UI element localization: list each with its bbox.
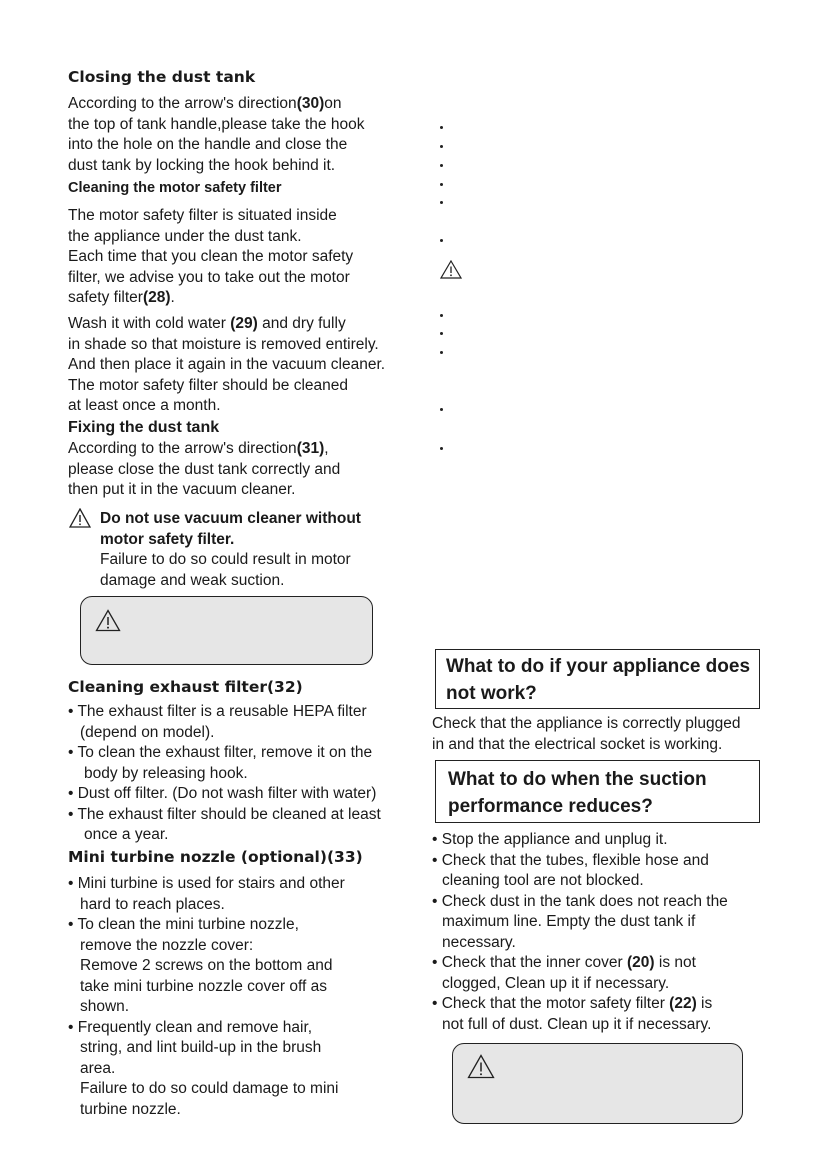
closing-heading: Closing the dust tank xyxy=(68,68,256,86)
warning-bold-line: Do not use vacuum cleaner without xyxy=(100,510,361,527)
list-item-cont: take mini turbine nozzle cover off as xyxy=(80,977,327,995)
exhaust-list xyxy=(68,702,381,846)
list-item: • Check that the tubes, flexible hose and xyxy=(432,851,709,869)
list-item-cont: remove the nozzle cover: xyxy=(80,936,254,954)
list-item: • Frequently clean and remove hair, xyxy=(68,1018,313,1036)
motor-filter-paragraph-2 xyxy=(68,314,385,417)
list-item-cont: maximum line. Empty the dust tank if xyxy=(442,913,696,930)
warning-line: Failure to do so could result in motor xyxy=(100,551,351,568)
list-item: • Check that the inner cover (20) is not xyxy=(432,954,696,971)
closing-line-3: into the hole on the handle and close the xyxy=(68,136,348,153)
bullet-dot xyxy=(440,201,443,204)
list-item-cont: string, and lint build-up in the brush xyxy=(80,1039,322,1056)
closing-line-2: the top of tank handle,please take the hook xyxy=(68,115,365,133)
question-title-line: not work? xyxy=(446,683,537,704)
answer-line: Check that the appliance is correctly plugged xyxy=(432,715,741,732)
question-title-line: What to do when the suction xyxy=(448,769,707,790)
warning-triangle-icon xyxy=(95,609,121,632)
list-item: • Mini turbine is used for stairs and other xyxy=(68,875,345,892)
caution-box xyxy=(80,596,373,665)
motor-filter-line: Wash it with cold water (29) and dry fully xyxy=(68,315,346,332)
caution-box xyxy=(452,1043,743,1124)
bullet-dot xyxy=(440,145,443,148)
list-item: • Check that the motor safety filter (22) is xyxy=(432,995,713,1012)
warning-line: damage and weak suction. xyxy=(100,571,285,589)
bullet-dot xyxy=(440,408,443,411)
warning-triangle-icon xyxy=(440,260,462,279)
list-item-cont: shown. xyxy=(80,998,130,1015)
question-title-line: What to do if your appliance does xyxy=(446,656,751,677)
list-item-cont: not full of dust. Clean up it if necessary. xyxy=(442,1015,712,1033)
question-title-line: performance reduces? xyxy=(448,796,653,817)
list-item-cont: cleaning tool are not blocked. xyxy=(442,872,644,889)
list-item-cont: hard to reach places. xyxy=(80,895,225,913)
bullet-dot xyxy=(440,239,443,242)
turbine-list xyxy=(68,874,345,1120)
warning-triangle-icon xyxy=(467,1054,495,1079)
answer-not-working xyxy=(432,714,740,755)
question-box-not-working xyxy=(435,649,760,709)
answer-line: in and that the electrical socket is working. xyxy=(432,735,723,753)
fixing-line: According to the arrow's direction(31), xyxy=(68,440,329,457)
list-item-cont: (depend on model). xyxy=(80,723,215,741)
motor-filter-line: filter, we advise you to take out the motor xyxy=(68,268,350,286)
warning-text xyxy=(100,509,361,591)
closing-line-4: dust tank by locking the hook behind it. xyxy=(68,156,336,174)
closing-paragraph xyxy=(68,94,364,176)
motor-filter-line: Each time that you clean the motor safety xyxy=(68,248,354,265)
list-item: • Check dust in the tank does not reach the xyxy=(432,892,728,910)
motor-filter-line: at least once a month. xyxy=(68,397,221,414)
list-item-cont: Failure to do so could damage to mini xyxy=(80,1080,339,1097)
list-item-cont: once a year. xyxy=(84,826,169,843)
motor-filter-line: And then place it again in the vacuum cleaner. xyxy=(68,356,386,373)
motor-filter-paragraph-1 xyxy=(68,206,353,309)
motor-filter-line: in shade so that moisture is removed entirely. xyxy=(68,335,379,353)
bullet-dot xyxy=(440,164,443,167)
fixing-line: then put it in the vacuum cleaner. xyxy=(68,481,296,498)
list-item-cont: turbine nozzle. xyxy=(80,1100,181,1118)
list-item-cont: Remove 2 screws on the bottom and xyxy=(80,957,333,974)
list-item: • Dust off filter. (Do not wash filter with water) xyxy=(68,785,377,802)
bullet-dot xyxy=(440,183,443,186)
fixing-line: please close the dust tank correctly and xyxy=(68,460,341,478)
motor-filter-line: safety filter(28). xyxy=(68,289,175,306)
bullet-dot xyxy=(440,126,443,129)
bullet-dot xyxy=(440,314,443,317)
turbine-heading: Mini turbine nozzle (optional)(33) xyxy=(68,848,363,866)
list-item: • The exhaust filter is a reusable HEPA filter xyxy=(68,703,367,720)
warning-triangle-icon xyxy=(69,508,91,528)
bullet-dot xyxy=(440,332,443,335)
bullet-dot xyxy=(440,447,443,450)
list-item: • Stop the appliance and unplug it. xyxy=(432,831,668,848)
warning-bold-line: motor safety filter. xyxy=(100,530,235,548)
list-item: • To clean the exhaust filter, remove it on the xyxy=(68,744,373,761)
motor-filter-line: The motor safety filter is situated inside xyxy=(68,207,337,224)
list-item: • The exhaust filter should be cleaned at least xyxy=(68,805,381,823)
fixing-paragraph xyxy=(68,439,340,501)
fixing-heading: Fixing the dust tank xyxy=(68,419,220,436)
motor-filter-line: The motor safety filter should be cleaned xyxy=(68,376,349,394)
list-item-cont: clogged, Clean up it if necessary. xyxy=(442,974,670,992)
motor-filter-line: the appliance under the dust tank. xyxy=(68,227,302,245)
suction-checklist xyxy=(432,830,728,1035)
question-box-suction xyxy=(435,760,760,823)
list-item-cont: area. xyxy=(80,1059,116,1077)
list-item: • To clean the mini turbine nozzle, xyxy=(68,916,299,933)
closing-line-1: According to the arrow's direction(30)on xyxy=(68,95,342,112)
motor-filter-heading: Cleaning the motor safety filter xyxy=(68,180,282,196)
list-item-cont: body by releasing hook. xyxy=(84,764,248,782)
exhaust-heading: Cleaning exhaust filter(32) xyxy=(68,678,303,696)
bullet-dot xyxy=(440,351,443,354)
list-item-cont: necessary. xyxy=(442,933,516,951)
